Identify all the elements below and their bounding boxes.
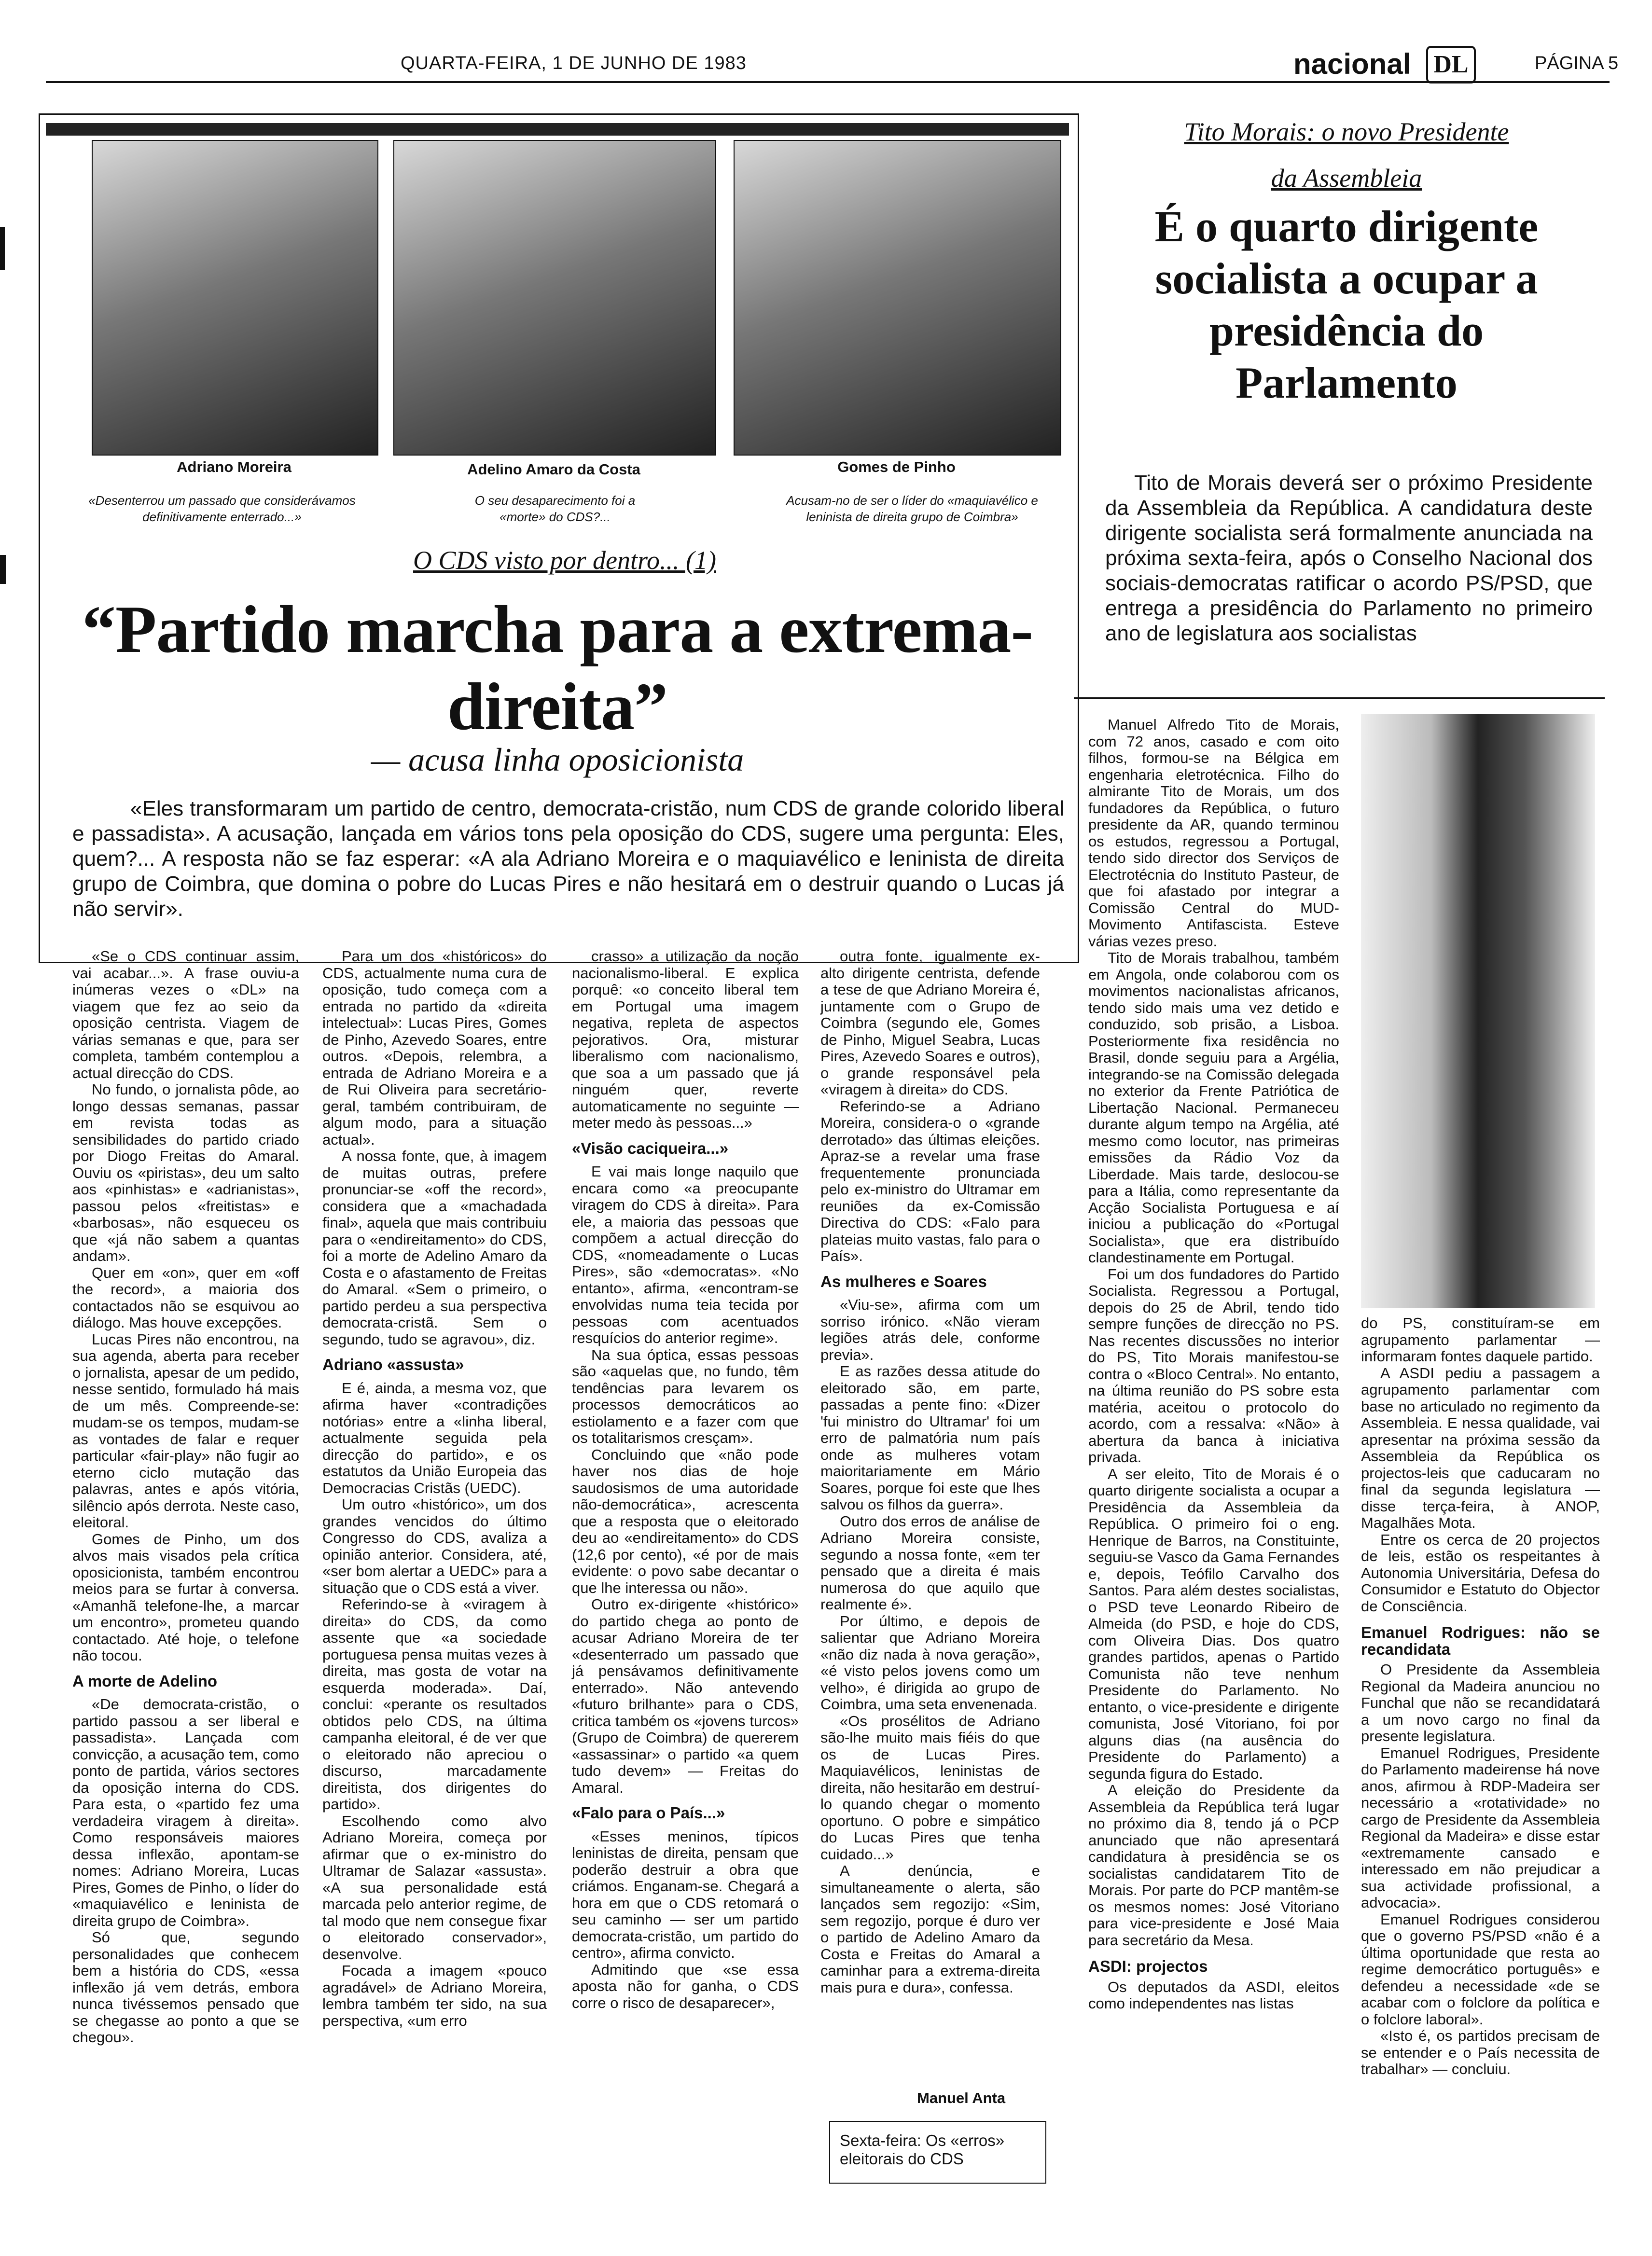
scan-margin-mark (0, 555, 6, 584)
scan-margin-mark (0, 227, 5, 270)
paragraph: Foi um dos fundadores do Partido Socialista. Regressou a Portugal, depois do 25 de Abril, tendo tido sempre funções de direcção no PS. Nas recentes discussões no interior do PS, Tito Morais manifestou-se contra o «Bloco Central». No entanto, na última reunião do PS sobre esta matéria, aceitou o protocolo do acordo, com a ressalva: «Não» à abertura da banca à iniciativa privada. (1088, 1265, 1339, 1466)
paragraph: E é, ainda, a mesma voz, que afirma haver «contradições notórias» entre a «linha liberal, actualmente seguida pela direcção do partido», e os estatutos da União Europeia das Democracias Cristãs (UEDC). (322, 1379, 547, 1496)
paragraph: Concluindo que «não pode haver nos dias de hoje saudosismos de uma autoridade não-democrática», acrescenta que a resposta que o eleitorado deu ao «endireitamento» do CDS (12,6 por cento), «é por de mais evidente: o povo sabe decantar o que lhe interessa ou não». (572, 1446, 799, 1596)
article-column-1 (72, 948, 299, 2046)
paragraph: A eleição do Presidente da Assembleia da República terá lugar no próximo dia 8, tendo já o PCP anunciado que não apresentará candidatura à presidência se os socialistas candidatarem Tito de Morais. Por parte do PCP mantêm-se os mesmos nomes: José Vitoriano para vice-presidente e José Maia para secretário da Mesa. (1088, 1782, 1339, 1949)
story-headline: “Partido marcha para a extrema-direita” (82, 592, 1033, 744)
paragraph: A ASDI pediu a passagem a agrupamento parlamentar com base no articulado no regimento da Assembleia. E nessa qualidade, vai apresentar na próxima sessão da Assembleia da República os projectos-leis que caducaram no final da segunda legislatura — disse terça-feira, à ANOP, Magalhães Mota. (1361, 1364, 1600, 1531)
paragraph: «Isto é, os partidos precisam de se entender e o País necessita de trabalhar» — concluiu. (1361, 2027, 1600, 2077)
paragraph: «Se o CDS continuar assim, vai acabar...». A frase ouviu-a inúmeras vezes o «DL» na viagem que fez ao seio da oposição centrista. Viagem de várias semanas e que, para ser completa, também contemplou a actual direcção do CDS. (72, 948, 299, 1081)
photo-adriano-moreira (92, 140, 378, 456)
article-column-4 (820, 948, 1040, 1996)
right-story-kicker (1105, 109, 1588, 201)
photo-adelino-amaro-da-costa (393, 140, 716, 456)
paragraph: do PS, constituíram-se em agrupamento parlamentar — informaram fontes daquele partido. (1361, 1315, 1600, 1365)
photo-caption-quote: «Desenterrou um passado que considerávamos definitivamente enterrado...» (88, 493, 356, 524)
paragraph: outra fonte, igualmente ex-alto dirigente centrista, defende a tese de que Adriano Moreira é, juntamente com o Grupo de Coimbra (segundo ele, Gomes de Pinho, Miguel Seabra, Lucas Pires, Azevedo Soares e outros), o grande responsável pela «viragem à direita» do CDS. (820, 948, 1040, 1098)
paragraph: «Esses meninos, típicos leninistas de direita, pensam que poderão destruir a obra que criámos. Enganam-se. Chegará a hora em que o CDS retomará o seu caminho — ser um partido democrata-cristão, um partido do centro», afirma convicto. (572, 1827, 799, 1961)
issue-date: QUARTA-FEIRA, 1 DE JUNHO DE 1983 (401, 53, 747, 73)
paragraph: E vai mais longe naquilo que encara como «a preocupante viragem do CDS à direita». Para ele, a maioria das pessoas que compõem a actual direcção do CDS, «nomeadamente o Lucas Pires», são «democratas». «No entanto», afirma, «encontram-se envolvidas numa teia tecida por pessoas com acentuados resquícios do anterior regime». (572, 1163, 799, 1346)
paragraph: Manuel Alfredo Tito de Morais, com 72 anos, casado e com oito filhos, formou-se na Bélgica em engenharia eletrotécnica. Filho do almirante Tito de Morais, um dos fundadores da República, o futuro presidente da AR, quando terminou os estudos, regressou a Portugal, tendo sido director dos Serviços de Electrotécnia do Instituto Pasteur, de que foi afastado por integrar a Comissão Central do MUD-Movimento Antifascista. Esteve várias vezes preso. (1088, 716, 1339, 950)
photo-tito-de-morais (1361, 714, 1595, 1308)
paragraph: O Presidente da Assembleia Regional da Madeira anunciou no Funchal que não se recandidatará a um novo cargo no final da presente legislatura. (1361, 1661, 1600, 1744)
paragraph: Tito de Morais trabalhou, também em Angola, onde colaborou com os movimentos nacionalistas africanos, tendo sido mais uma vez detido e conduzido, sob prisão, a Lisboa. Posteriormente fixa residência no Brasil, donde seguiu para a Argélia, integrando-se na Comissão delegada no exterior da Frente Patriótica de Libertação Nacional. Permaneceu durante algum tempo na Argélia, até mesmo como locutor, nas primeiras emissões da Rádio Voz da Liberdade. Mais tarde, deslocou-se para a Itália, como representante da Acção Socialista Portuguesa e aí iniciou a publicação do «Portugal Socialista», que era distribuído clandestinamente em Portugal. (1088, 949, 1339, 1266)
paragraph: Outro dos erros de análise de Adriano Moreira consiste, segundo a nossa fonte, «em ter pensado que a direita é mais numerosa do que aquilo que realmente é». (820, 1512, 1040, 1613)
paragraph: Focada a imagem «pouco agradável» de Adriano Moreira, lembra também ter sido, na sua perspectiva, «um erro (322, 1962, 547, 2029)
paragraph: Lucas Pires não encontrou, na sua agenda, aberta para receber o jornalista, apesar de um pedido, nesse sentido, formulado há mais de um mês. Compreende-se: mudam-se os tempos, mudam-se as vontades de falar e requer particular «fair-play» não fugir ao eterno ciclo mutação das palavras, antes e após vitória, silêncio após derrota. Neste caso, eleitoral. (72, 1330, 299, 1531)
story-lede: «Eles transformaram um partido de centro, democrata-cristão, num CDS de grande colorido liberal e passadista». A acusação, lançada em vários tons pela oposição do CDS, sugere uma pergunta: Eles, quem?... A resposta não se faz esperar: «A ala Adriano Moreira e o maquiavélico e leninista de direita grupo de Coimbra, que domina o pobre do Lucas Pires e não hesitará em o destruir quando o Lucas já não servir». (72, 797, 1064, 921)
paragraph: Por último, e depois de salientar que Adriano Moreira «não diz nada à nova geração», «é visto pelos jovens como um velho», é dirigida ao grupo de Coimbra, uma seta envenenada. (820, 1612, 1040, 1713)
paragraph: Entre os cerca de 20 projectos de leis, estão os respeitantes à Autonomia Universitária, Defesa do Consumidor e Estatuto do Objector de Consciência. (1361, 1531, 1600, 1615)
story-kicker: O CDS visto por dentro... (1) (413, 546, 716, 575)
right-column-1 (1088, 717, 1339, 2012)
photo-caption-name: Adriano Moreira (177, 458, 292, 475)
header-rule (46, 81, 1610, 83)
section-heading: «Falo para o País...» (572, 1804, 725, 1822)
paragraph: Quer em «on», quer em «off the record», a maioria dos contactados não se esquivou ao diálogo. Mas houve excepções. (72, 1264, 299, 1331)
story-subhead: — acusa linha oposicionista (371, 741, 744, 778)
paragraph: Emanuel Rodrigues considerou que o governo PS/PSD «não é a última oportunidade que resta ao regime democrático português» e defendeu a necessidade «de se acabar com o folclore da política e o folclore laboral». (1361, 1910, 1600, 2028)
paragraph: «Viu-se», afirma com um sorriso irónico. «Não vieram legiões atrás dele, conforme previa». (820, 1296, 1040, 1363)
section-heading: A morte de Adelino (72, 1672, 218, 1690)
author-signature: Manuel Anta (917, 2090, 1006, 2106)
paragraph: Um outro «histórico», um dos grandes vencidos do último Congresso do CDS, avaliza a opinião anterior. Considera, até, «ser bom alertar a UEDC» para a situação que o CDS está a viver. (322, 1496, 547, 1596)
paragraph: Na sua óptica, essas pessoas são «aquelas que, no fundo, têm tendências para levarem os processos democráticos ao estiolamento e a fazer com que os totalitarismos cresçam». (572, 1346, 799, 1446)
paragraph: Gomes de Pinho, um dos alvos mais visados pela crítica oposicionista, também encontrou meios para se furtar à conversa. «Amanhã telefone-lhe, a marcar um encontro», prometeu quando contactado. Até hoje, o telefone não tocou. (72, 1530, 299, 1664)
photo-gomes-de-pinho (734, 140, 1061, 456)
section-heading: «Visão caciqueira...» (572, 1139, 729, 1157)
section-heading: As mulheres e Soares (820, 1272, 987, 1290)
paragraph: A nossa fonte, que, à imagem de muitas outras, prefere pronunciar-se «off the record», considera que a «machadada final», aquela que mais contribuiu para o «endireitamento» do CDS, foi a morte de Adelino Amaro da Costa e o afastamento de Freitas do Amaral. «Sem o primeiro, o partido perdeu a sua perspectiva democrata-cristã. Sem o segundo, tudo se agravou», diz. (322, 1148, 547, 1348)
newspaper-logo: DL (1426, 46, 1476, 83)
right-story-lede: Tito de Morais deverá ser o próximo Presidente da Assembleia da República. A candidatura deste dirigente socialista será formalmente anunciada na próxima sexta-feira, após o Conselho Nacional dos sociais-democratas ratificar o acordo PS/PSD, que entrega a presidência do Parlamento no primeiro ano de legislatura aos socialistas (1105, 471, 1593, 645)
photo-caption-quote: Acusam-no de ser o líder do «maquiavélico e leninista de direita grupo de Coimbra» (786, 493, 1038, 524)
article-column-2 (322, 948, 547, 2029)
section-heading: Emanuel Rodrigues: não se recandidata (1361, 1623, 1600, 1658)
paragraph: Referindo-se a Adriano Moreira, considera-o o «grande derrotado» das últimas eleições. Apraz-se a revelar uma frase frequentemente pronunciada pelo ex-ministro do Ultramar em reuniões da ex-Comissão Directiva do CDS: «Falo para plateias muito vastas, falo para o País». (820, 1097, 1040, 1264)
divider-rule (1074, 697, 1605, 699)
photo-caption-name: Gomes de Pinho (837, 458, 956, 475)
photo-caption-name: Adelino Amaro da Costa (467, 461, 640, 478)
section-heading: ASDI: projectos (1088, 1957, 1208, 1975)
paragraph: crasso» a utilização da noção nacionalismo-liberal. E explica porquê: «o conceito liberal tem em Portugal uma imagem negativa, repleta de aspectos pejorativos. Ora, misturar liberalismo com nacionalismo, que soa a um passado que já ninguém quer, reverte automaticamente no seguinte — meter medo às pessoas...» (572, 948, 799, 1131)
paragraph: Emanuel Rodrigues, Presidente do Parlamento madeirense há nove anos, afirmou à RDP-Madeira ser necessário a «rotatividade» no cargo de Presidente da Assembleia Regional da Madeira» e disse estar «extremamente cansado e interessado em não prejudicar a sua actividade profissional, a advocacia». (1361, 1744, 1600, 1911)
photo-caption-quote: O seu desaparecimento foi a «morte» do CDS?... (474, 493, 636, 524)
section-heading: Adriano «assusta» (322, 1356, 464, 1373)
paragraph: A ser eleito, Tito de Morais é o quarto dirigente socialista a ocupar a Presidência da Assembleia da República. O primeiro foi o eng. Henrique de Barros, na Constituinte, seguiu-se Vasco da Gama Fernandes e, depois, Teófilo Carvalho dos Santos. Para além destes socialistas, o PSD teve Leonardo Ribeiro de Almeida (do PSD, e hoje do CDS, com Oliveira Dias. Dos quatro grandes partidos, apenas o Partido Comunista não teve nenhum Presidente do Parlamento. No entanto, o vice-presidente e dirigente comunista, José Vitoriano, foi por alguns dias (na ausência do Presidente do Parlamento) a segunda figura do Estado. (1088, 1465, 1339, 1782)
paragraph: Escolhendo como alvo Adriano Moreira, começa por afirmar que o ex-ministro do Ultramar de Salazar «assusta». «A sua personalidade está marcada pelo anterior regime, de tal modo que nem consegue fixar o eleitorado conservador», desenvolve. (322, 1812, 547, 1963)
paragraph: Só que, segundo personalidades que conhecem bem a história do CDS, «essa inflexão já vem detrás, embora nunca tivéssemos pensado que se chegasse ao ponto a que se chegou». (72, 1929, 299, 2046)
paragraph: Os deputados da ASDI, eleitos como independentes nas listas (1088, 1978, 1339, 2012)
paragraph: «De democrata-cristão, o partido passou a ser liberal e passadista». Lançada com convicção, a acusação tem, como ponto de partida, vários sectores da oposição interna do CDS. Para esta, o «partido fez uma verdadeira viragem à direita». Como responsáveis maiores dessa inflexão, apontam-se nomes: Adriano Moreira, Lucas Pires, Gomes de Pinho, o líder do «maquiavélico e leninista de direita grupo de Coimbra». (72, 1696, 299, 1929)
paragraph: «Os prosélitos de Adriano são-lhe muito mais fiéis do que os de Lucas Pires. Maquiavélicos, leninistas de direita, não hesitarão em destruí-lo quando chegar o momento oportuno. O pobre e simpático do Lucas Pires que tenha cuidado...» (820, 1712, 1040, 1863)
left-story-top-bar (46, 123, 1069, 136)
paragraph: A denúncia, e simultaneamente o alerta, são lançados sem regozijo: «Sim, sem regozijo, porque é duro ver o partido de Adelino Amaro da Costa e Freitas do Amaral a caminhar para a extrema-direita mais pura e dura», confessa. (820, 1862, 1040, 1996)
paragraph: Admitindo que «se essa aposta não for ganha, o CDS corre o risco de desaparecer», (572, 1961, 799, 2011)
next-episode-box: Sexta-feira: Os «erros» eleitorais do CDS (829, 2121, 1046, 2184)
page-number: PÁGINA 5 (1535, 53, 1619, 73)
kicker-line: Tito Morais: o novo Presidente (1184, 117, 1509, 146)
kicker-line: da Assembleia (1271, 164, 1422, 193)
article-column-3 (572, 948, 799, 2011)
paragraph: Outro ex-dirigente «histórico» do partido chega ao ponto de acusar Adriano Moreira de ter «desenterrado um passado que já pensávamos definitivamente enterrado». Não antevendo «futuro brilhante» para o CDS, critica também os «jovens turcos» (Grupo de Coimbra) de quererem «assassinar» o partido «a quem tudo devem» — Freitas do Amaral. (572, 1596, 799, 1796)
right-story-headline: É o quarto dirigente socialista a ocupar a presidência do Parlamento (1154, 202, 1539, 407)
paragraph: No fundo, o jornalista pôde, ao longo dessas semanas, passar em revista todas as sensibilidades do partido criado por Diogo Freitas do Amaral. Ouviu os «piristas», deu um salto aos «pinhistas» e «adrianistas», passou pelos «freitistas» e «barbosas», não esqueceu os que «já não sabem a quantas andam». (72, 1081, 299, 1264)
right-column-2 (1361, 1315, 1600, 2078)
paragraph: Para um dos «históricos» do CDS, actualmente numa cura de oposição, tudo começa com a entrada no partido da «direita intelectual»: Lucas Pires, Gomes de Pinho, Azevedo Soares, entre outros. «Depois, relembra, a entrada de Adriano Moreira e a de Rui Oliveira para secretário-geral, também contribuiram, de algum modo, para a situação actual». (322, 948, 547, 1148)
paragraph: E as razões dessa atitude do eleitorado são, em parte, passadas a pente fino: «Dizer 'fui ministro do Ultramar' foi um erro de palmatória num país onde as mulheres votam maioritariamente em Mário Soares, porque foi este que lhes salvou os filhos da guerra». (820, 1363, 1040, 1513)
section-name: nacional (1293, 48, 1411, 80)
paragraph: Referindo-se à «viragem à direita» do CDS, da como assente que «a sociedade portuguesa pensa muitas vezes à direita, mas gosta de votar na esquerda moderada». Daí, conclui: «perante os resultados obtidos pelo CDS, na última campanha eleitoral, é de ver que o eleitorado não apreciou o discurso, marcadamente direitista, dos dirigentes do partido». (322, 1596, 547, 1813)
